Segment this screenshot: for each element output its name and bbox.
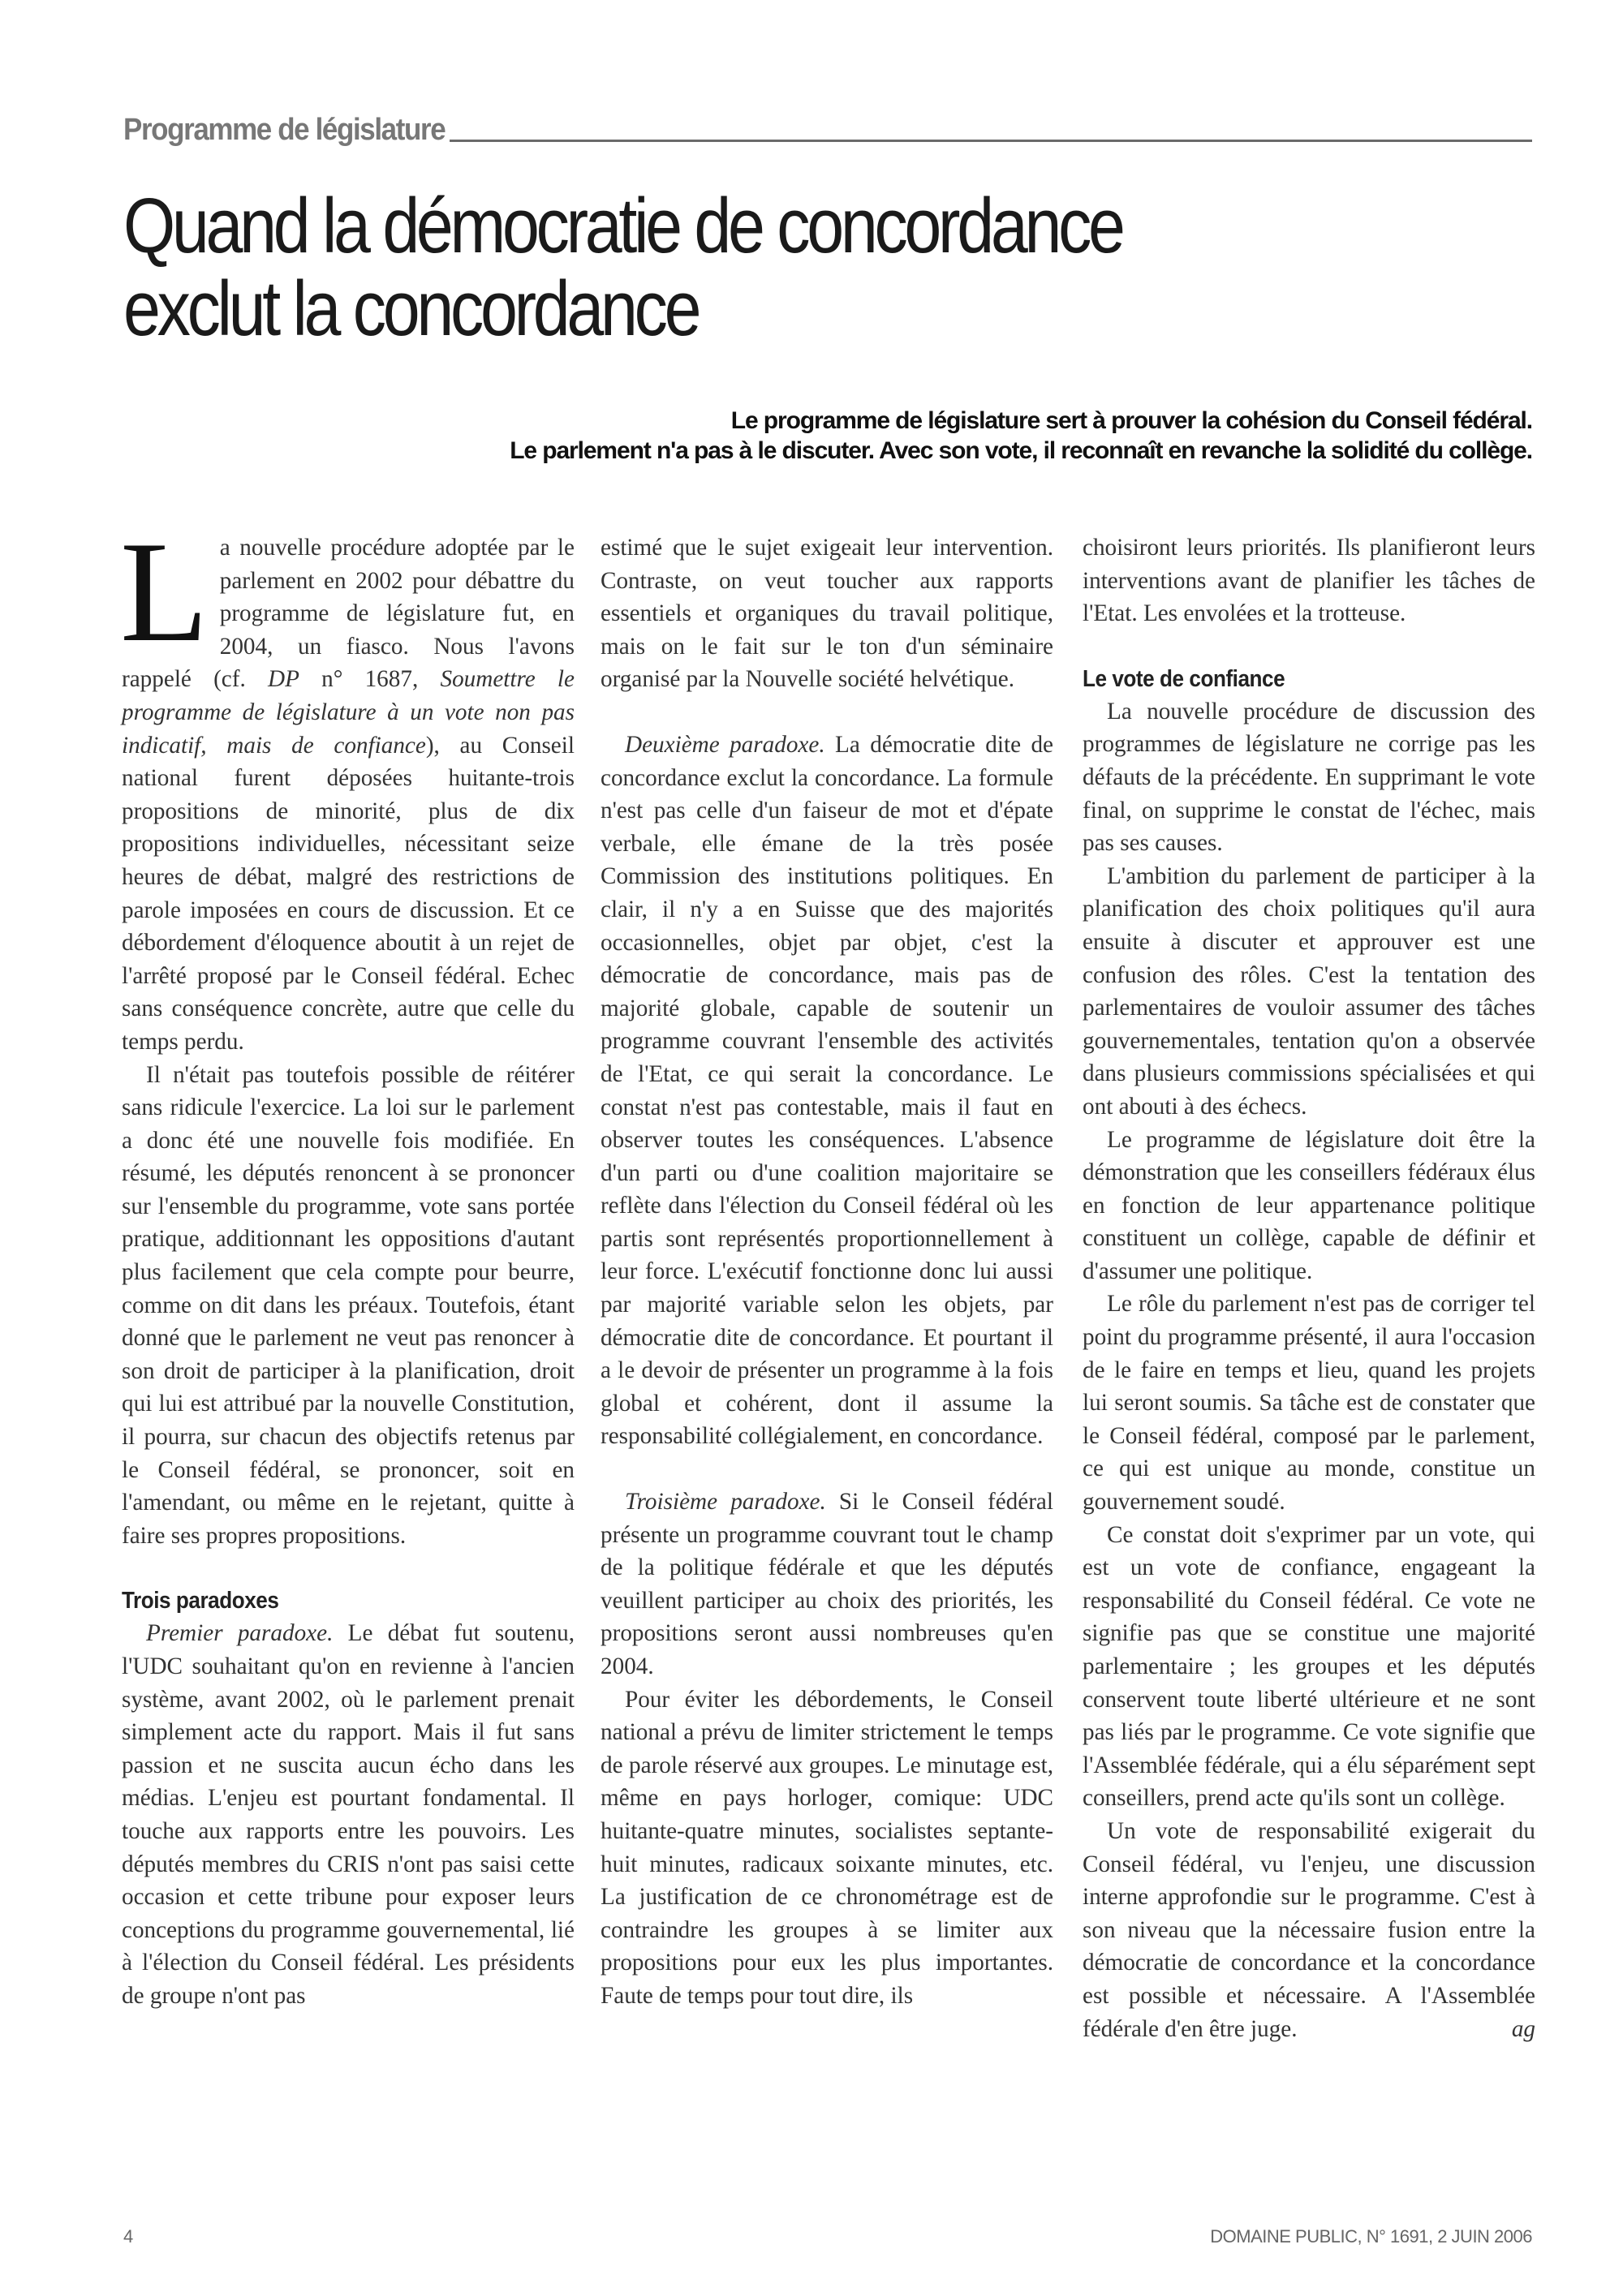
section-label: Programme de législature [123, 113, 450, 148]
paragraph: L'ambition du parlement de participer à la planification des choix politiques qu'il aura ensuite à discuter et approuver est une confusion des rôles. C'est la tentation des parlementaires de vouloir assumer des tâches gouvernementales, tentation qu'on a observée dans plusieurs commissions spécialisées et qui ont abouti à des échecs. [1083, 862, 1535, 1120]
lead-line-2: Le parlement n'a pas à le discuter. Avec son vote, il reconnaît en revanche la solidité du collège. [510, 437, 1532, 464]
title-line-2: exclut la concordance [123, 265, 699, 352]
lead-line-1: Le programme de législature sert à prouver la cohésion du Conseil fédéral. [730, 407, 1532, 434]
article-body [120, 511, 1535, 2154]
paragraph: choisiront leurs priorités. Ils planifieront leurs interventions avant de planifier les tâches de l'Etat. Les envolées et la trotteuse. [1083, 535, 1535, 627]
column-2 [601, 531, 1053, 2013]
paragraph: Il n'était pas toutefois possible de réitérer sans ridicule l'exercice. La loi sur le parlement a donc été une nouvelle fois modifiée. En résumé, les députés renoncent à se prononcer sur l'ensemble du programme, vote sans portée pratique, additionnant les oppositions d'autant plus facilement que cela compte pour beurre, comme on dit dans les préaux. Toutefois, étant donné que le parlement ne veut pas renoncer à son droit de participer à la planification, droit qui lui est attribué par la nouvelle Constitution, il pourra, sur chacun des objectifs retenus par le Conseil fédéral, se prononcer, soit en l'amendant, ou même en le rejetant, quitte à faire ses propres propositions. [122, 1061, 575, 1549]
paragraph: estimé que le sujet exigeait leur intervention. Contraste, on veut toucher aux rapports essentiels et organiques du travail politique, mais on le fait sur le ton d'un séminaire organisé par la Nouvelle société helvétique. [601, 535, 1053, 693]
page-number: 4 [123, 2226, 134, 2247]
author-signature: ag [1511, 2015, 1535, 2042]
paragraph: Troisième paradoxe. Si le Conseil fédéral présente un programme couvrant tout le champ de la politique fédérale et que les députés veuillent participer au choix des priorités, les propositions seront aussi nombreuses qu'en 2004. [601, 1489, 1053, 1679]
column-3 [1083, 531, 1535, 2045]
section-header [123, 107, 1532, 147]
article-title [123, 185, 1310, 350]
subheading-vote-de-confiance: Le vote de confiance [1083, 665, 1285, 692]
paragraph: Premier paradoxe. Le débat fut soutenu, l'UDC souhaitant qu'on en revienne à l'ancien système, avant 2002, où le parlement prenait simplement acte du rapport. Mais il fut sans passion et ne suscita aucun écho dans les médias. L'enjeu est pourtant fondamental. Il touche aux rapports entre les pouvoirs. Les députés membres du CRIS n'ont pas saisi cette occasion et cette tribune pour exposer leurs conceptions du programme gouvernemental, lié à l'élection du Conseil fédéral. Les présidents de groupe n'ont pas [122, 1620, 575, 2009]
drop-cap: L [120, 511, 209, 672]
article-lead [153, 406, 1532, 466]
paragraph: Deuxième paradoxe. La démocratie dite de concordance exclut la concordance. La formule n'est pas celle d'un faiseur de mot et d'épate verbale, elle émane de la très posée Commission des institutions politiques. En clair, il n'y a en Suisse que des majorités occasionnelles, objet par objet, c'est la démocratie de concordance, mais pas de majorité globale, capable de soutenir un programme couvrant l'ensemble des activités de l'Etat, ce qui serait la concordance. Le constat n'est pas contestable, mais il faut en observer toutes les conséquences. L'absence d'un parti ou d'une coalition majoritaire se reflète dans l'élection du Conseil fédéral où les partis sont représentés proportionnellement à leur force. L'exécutif fonctionne donc lui aussi par majorité variable selon les objets, par démocratie dite de concordance. Et pourtant il a le devoir de présenter un programme à la fois global et cohérent, dont il assume la responsabilité collégialement, en concordance. [601, 731, 1053, 1450]
paragraph: Ce constat doit s'exprimer par un vote, qui est un vote de confiance, engageant la responsabilité du Conseil fédéral. Ce vote ne signifie pas que se constitue une majorité parlementaire ; les groupes et les députés conservent toute liberté ultérieure et ne sont pas liés par le programme. Ce vote signifie que l'Assemblée fédérale, qui a élu séparément sept conseillers, prend acte qu'ils sont un collège. [1083, 1521, 1535, 1812]
paragraph: Le programme de législature doit être la démonstration que les conseillers fédéraux élus en fonction de leur appartenance politique constituent un collège, capable de définir et d'assumer une politique. [1083, 1126, 1535, 1284]
paragraph: Pour éviter les débordements, le Conseil national a prévu de limiter strictement le temps de parole réservé aux groupes. Le minutage est, même en pays horloger, comique: UDC huitante-quatre minutes, socialistes septante-huit minutes, radicaux soixante minutes, etc. La justification de ce chronométrage est de contraindre les groupes à se limiter aux propositions pour eux les plus importantes. Faute de temps pour tout dire, ils [601, 1686, 1053, 2009]
publication-info: DOMAINE PUBLIC, N° 1691, 2 JUIN 2006 [1210, 2226, 1532, 2247]
paragraph: Le rôle du parlement n'est pas de corriger tel point du programme présenté, il aura l'occasion de le faire en temps et lieu, quand les projets lui seront soumis. Sa tâche est de constater que le Conseil fédéral, composé par le parlement, ce qui est unique au monde, constitue un gouvernement soudé. [1083, 1291, 1535, 1516]
subheading-trois-paradoxes: Trois paradoxes [122, 1588, 279, 1615]
column-1 [120, 511, 575, 2013]
paragraph: La nouvelle procédure de discussion des programmes de législature ne corrige pas les défauts de la précédente. En supprimant le vote final, on supprime le constat de l'échec, mais pas ses causes. [1083, 698, 1535, 857]
paragraph: La nouvelle procédure adoptée par le parlement en 2002 pour débattre du programme de législature fut, en 2004, un fiasco. Nous l'avons rappelé (cf. DP n° 1687, Soumettre le programme de législature à un vote non pas indicatif, mais de confiance), au Conseil national furent déposées huitante-trois propositions de minorité, plus de dix propositions individuelles, nécessitant seize heures de débat, malgré des restrictions de parole imposées en cours de discussion. Et ce débordement d'éloquence aboutit à un rejet de l'arrêté proposé par le Conseil fédéral. Echec sans conséquence concrète, autre que celle du temps perdu. [120, 511, 575, 1055]
paragraph: Un vote de responsabilité exigerait du Conseil fédéral, vu l'enjeu, une discussion interne approfondie sur le programme. C'est à son niveau que la nécessaire fusion entre la démocratie de concordance et la concordance est possible et nécessaire. A l'Assemblée fédérale d'en être juge. ag [1083, 1815, 1535, 2045]
title-line-1: Quand la démocratie de concordance [123, 183, 1122, 269]
